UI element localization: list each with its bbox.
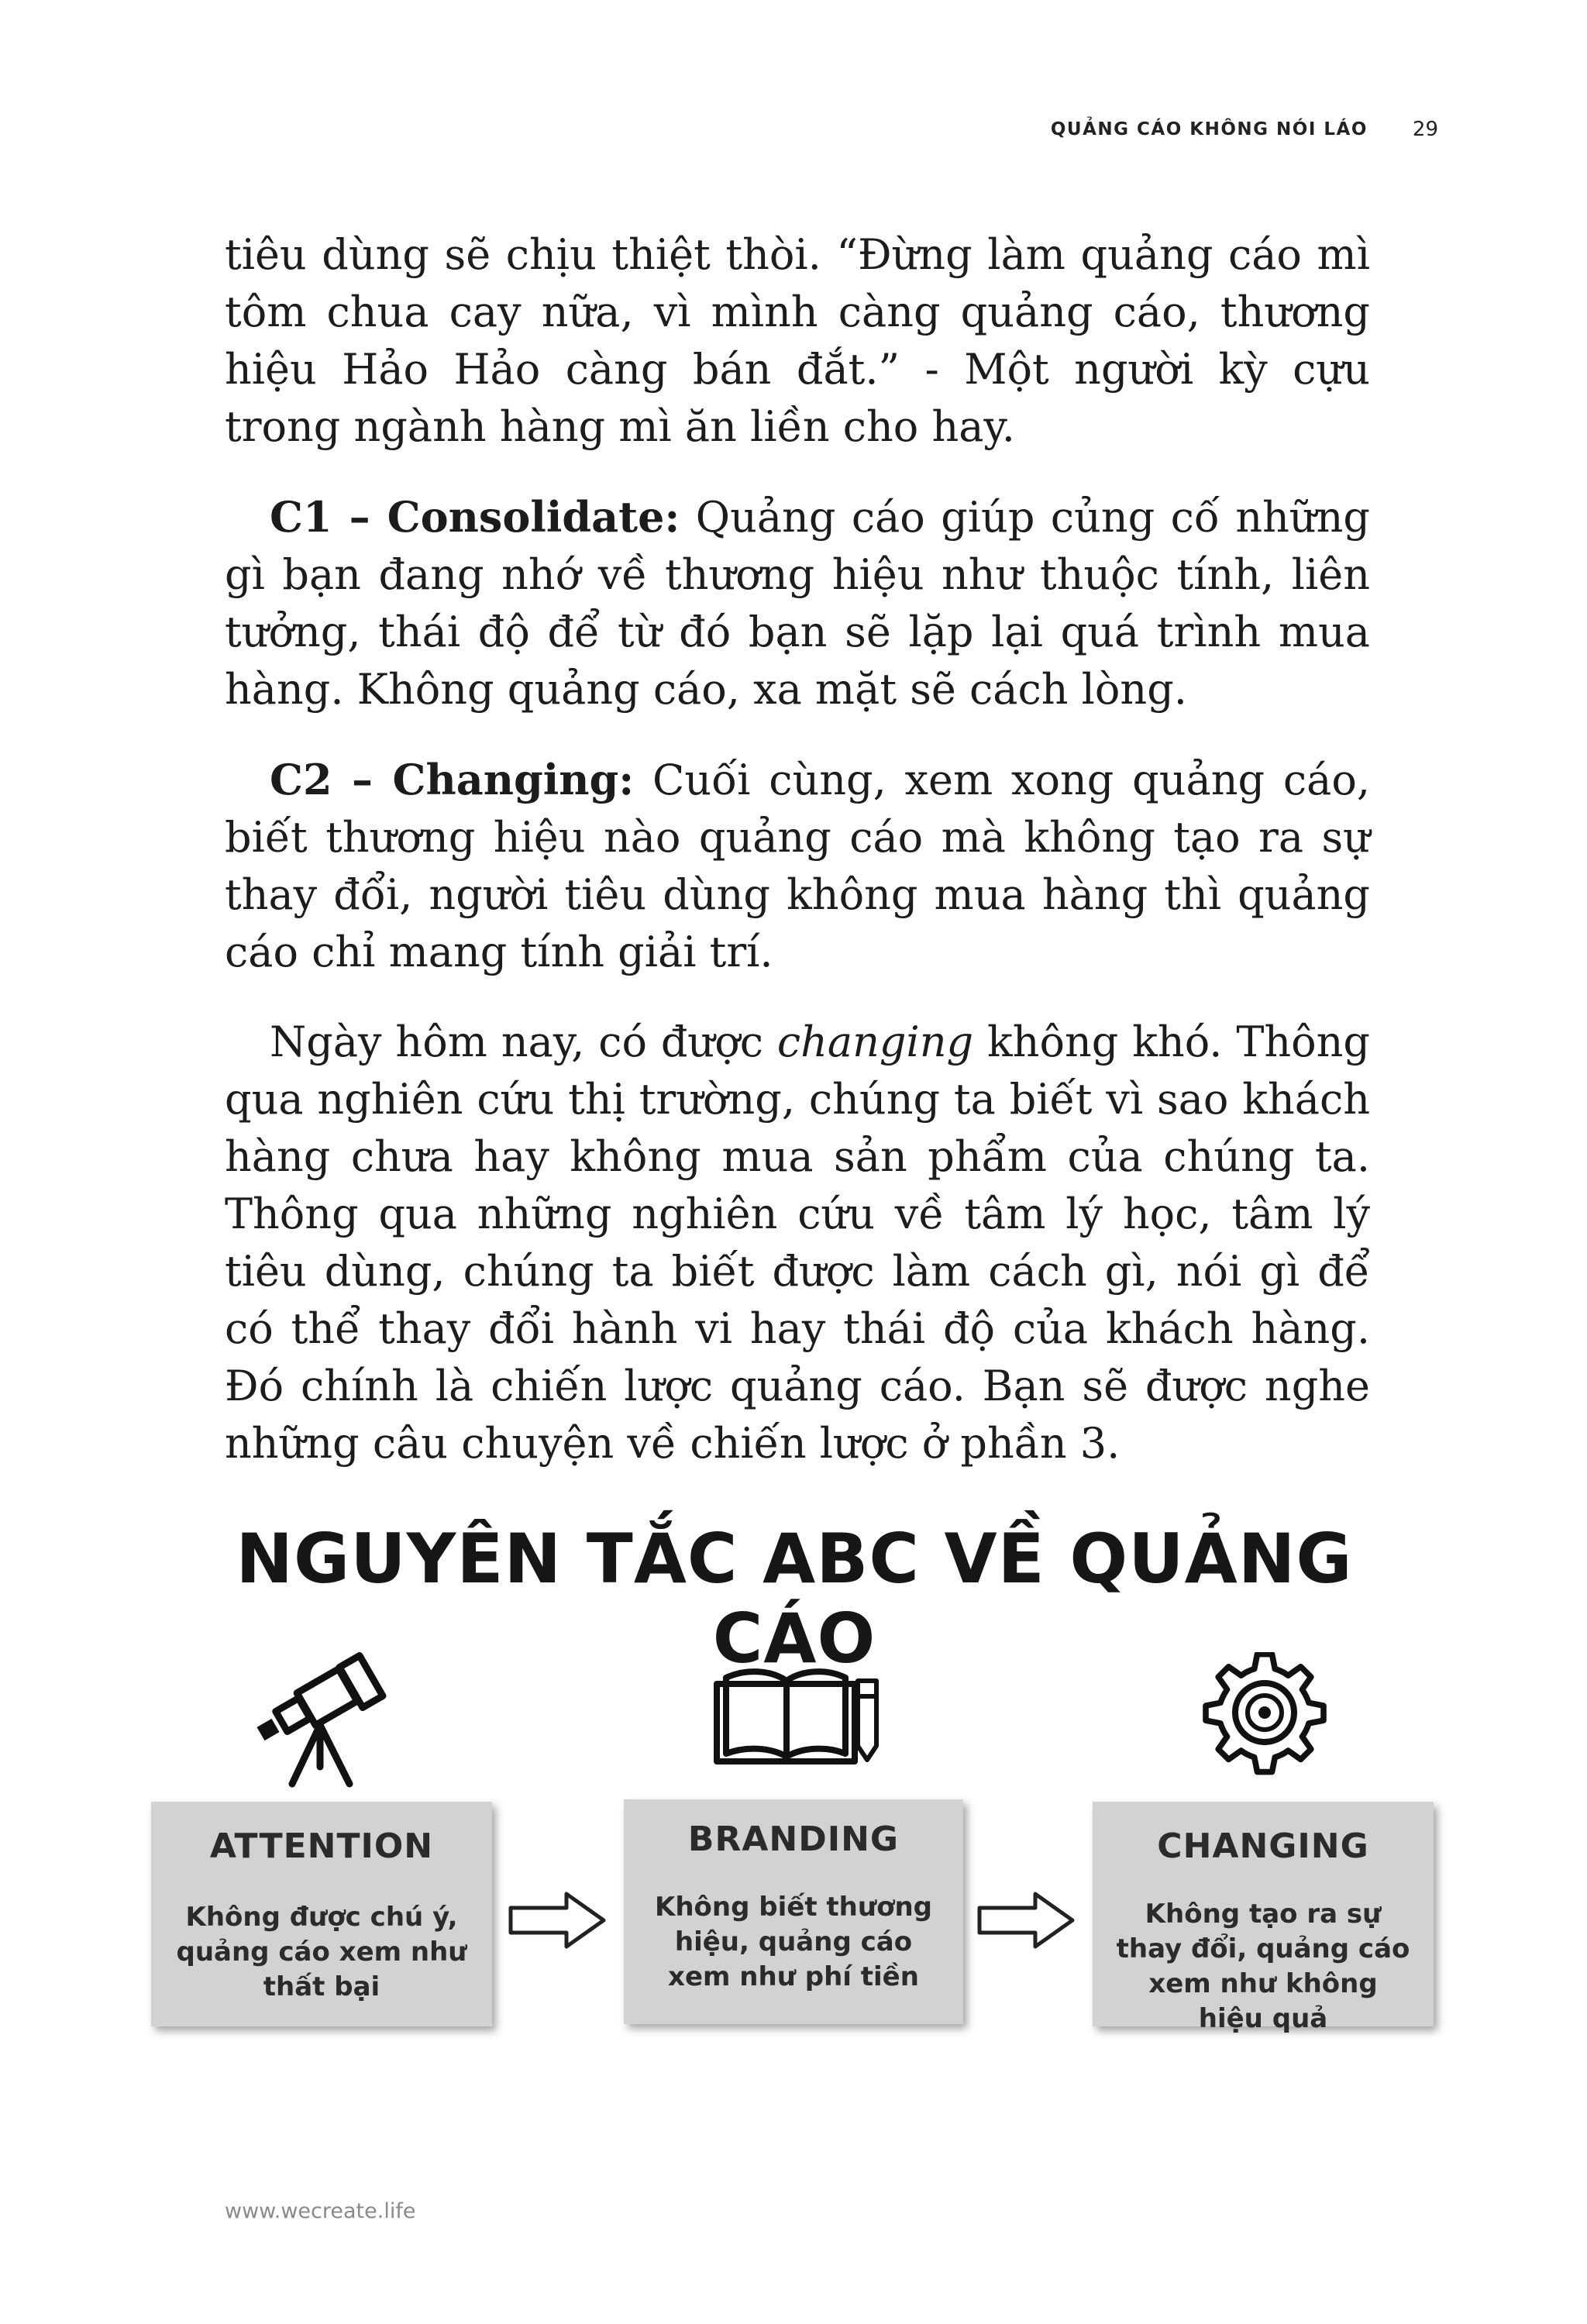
term-changing: C2 – Changing: <box>270 755 635 804</box>
right-arrow-icon <box>508 1889 608 1951</box>
attention-box <box>151 1802 492 2026</box>
running-header <box>1051 118 1438 141</box>
body-text <box>225 226 1370 1505</box>
changing-title: CHANGING <box>1157 1826 1369 1866</box>
attention-title: ATTENTION <box>209 1826 434 1866</box>
attention-desc: Không được chú ý, quảng cáo xem như thất bại <box>176 1902 467 2002</box>
footer-url: www.wecreate.life <box>225 2199 416 2223</box>
changing-text: Cuối cùng, xem xong quảng cáo, biết thương hiệu nào quảng cáo mà không tạo ra sự thay đổi, người tiêu dùng không mua hàng thì quảng cáo chỉ mang tính giải trí. <box>225 756 1370 976</box>
page-number: 29 <box>1412 118 1438 141</box>
paragraph-1: tiêu dùng sẽ chịu thiệt thòi. “Đừng làm quảng cáo mì tôm chua cay nữa, vì mình càng quảng cáo, thương hiệu Hảo Hảo càng bán đắt.” - Một người kỳ cựu trong ngành hàng mì ăn liền cho hay. <box>225 230 1370 451</box>
branding-desc: Không biết thương hiệu, quảng cáo xem như phí tiền <box>655 1892 932 1992</box>
p4-end: không khó. Thông qua nghiên cứu thị trường, chúng ta biết vì sao khách hàng chưa hay không mua sản phẩm của chúng ta. Thông qua những nghiên cứu về tâm lý học, tâm lý tiêu dùng, chúng ta biết được làm cách gì, nói gì để có thể thay đổi hành vi hay thái độ của khách hàng. Đó chính là chiến lược quảng cáo. Bạn sẽ được nghe những câu chuyện về chiến lược ở phần 3. <box>225 1017 1370 1468</box>
paragraph-4 <box>225 1014 1370 1472</box>
p4-start: Ngày hôm nay, có được <box>270 1017 777 1066</box>
changing-desc: Không tạo ra sự thay đổi, quảng cáo xem như không hiệu quả <box>1116 1899 1410 2034</box>
branding-box <box>624 1799 963 2024</box>
p4-italic-term: changing <box>776 1017 974 1066</box>
changing-box <box>1093 1802 1434 2034</box>
abc-infographic <box>151 1519 1437 2046</box>
infographic-title: NGUYÊN TẮC ABC VỀ QUẢNG CÁO <box>236 1519 1353 1678</box>
paragraph-changing <box>225 751 1370 981</box>
consolidate-text: Quảng cáo giúp củng cố những gì bạn đang nhớ về thương hiệu như thuộc tính, liên tưởng, thái độ để từ đó bạn sẽ lặp lại quá trình mua hàng. Không quảng cáo, xa mặt sẽ cách lòng. <box>225 493 1370 714</box>
right-arrow-icon <box>976 1889 1077 1951</box>
term-consolidate: C1 – Consolidate: <box>270 492 680 542</box>
book-icon <box>709 1654 880 1771</box>
telescope-icon <box>252 1651 391 1790</box>
branding-title: BRANDING <box>687 1820 900 1859</box>
paragraph-consolidate <box>225 488 1370 718</box>
running-title: QUẢNG CÁO KHÔNG NÓI LÁO <box>1050 119 1368 139</box>
gear-icon <box>1203 1652 1327 1776</box>
